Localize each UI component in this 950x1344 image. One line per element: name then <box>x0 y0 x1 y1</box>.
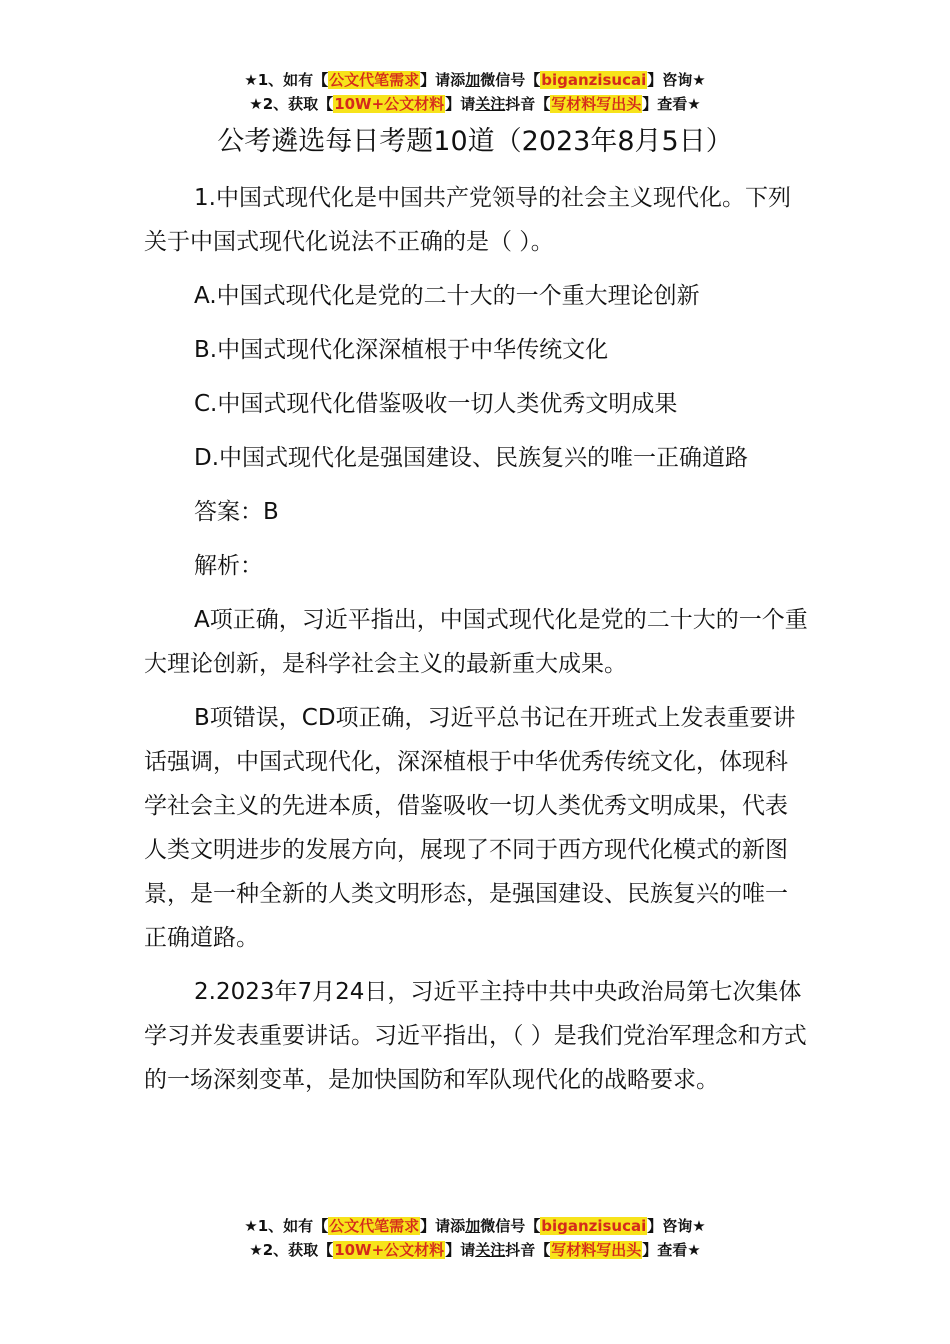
promo-underline: 加 <box>465 71 481 89</box>
promo-highlight: 公文代笔需求 <box>329 71 420 89</box>
promo-text: 抖音【 <box>505 95 551 113</box>
answer-line: 答案：B <box>194 499 279 525</box>
analysis-paragraph: A项正确，习近平指出，中国式现代化是党的二十大的一个重大理论创新，是科学社会主义的最新重大成果。 <box>144 607 808 677</box>
promo-text: 微信号【 <box>480 1217 541 1235</box>
promo-highlight: biganzisucai <box>541 1217 647 1235</box>
promo-underline: 关注 <box>475 95 506 113</box>
promo-text: 】请 <box>445 1241 476 1259</box>
promo-text: 】查看★ <box>642 1241 701 1259</box>
promo-highlight: 写材料写出头 <box>551 95 642 113</box>
question-1-stem: 1.中国式现代化是中国共产党领导的社会主义现代化。下列关于中国式现代化说法不正确的是（ ）。 <box>144 185 791 255</box>
analysis-heading: 解析： <box>194 553 263 579</box>
promo-text: 】咨询★ <box>647 1217 706 1235</box>
promo-text: ★1、如有【 <box>244 71 329 89</box>
promo-line-1 <box>0 68 950 92</box>
promo-text: 微信号【 <box>480 71 541 89</box>
question-2-stem: 2.2023年7月24日，习近平主持中共中央政治局第七次集体学习并发表重要讲话。习近平指出，（ ）是我们党治军理念和方式的一场深刻变革，是加快国防和军队现代化的战略要求。 <box>144 979 807 1093</box>
option-c: C.中国式现代化借鉴吸收一切人类优秀文明成果 <box>194 391 678 417</box>
promo-line-2 <box>0 1238 950 1262</box>
promo-text: 】请添 <box>420 71 466 89</box>
promo-text: 】咨询★ <box>647 71 706 89</box>
promo-text: ★2、获取【 <box>249 95 334 113</box>
promo-highlight: biganzisucai <box>541 71 647 89</box>
page-title: 公考遴选每日考题10道（2023年8月5日） <box>217 126 733 157</box>
promo-text: 】请添 <box>420 1217 466 1235</box>
promo-text: 抖音【 <box>505 1241 551 1259</box>
promo-underline: 关注 <box>475 1241 506 1259</box>
promo-line-2 <box>0 92 950 116</box>
promo-highlight: 10W+公文材料 <box>334 95 445 113</box>
promo-highlight: 写材料写出头 <box>551 1241 642 1259</box>
document-body <box>144 176 808 1112</box>
option-d: D.中国式现代化是强国建设、民族复兴的唯一正确道路 <box>194 445 749 471</box>
promo-highlight: 10W+公文材料 <box>334 1241 445 1259</box>
promo-highlight: 公文代笔需求 <box>329 1217 420 1235</box>
promo-banner-top <box>0 68 950 116</box>
promo-banner-bottom <box>0 1214 950 1262</box>
promo-underline: 加 <box>465 1217 481 1235</box>
option-a: A.中国式现代化是党的二十大的一个重大理论创新 <box>194 283 700 309</box>
option-b: B.中国式现代化深深植根于中华传统文化 <box>194 337 609 363</box>
promo-text: ★1、如有【 <box>244 1217 329 1235</box>
analysis-paragraph: B项错误，CD项正确，习近平总书记在开班式上发表重要讲话强调，中国式现代化，深深植根于中华优秀传统文化，体现科学社会主义的先进本质，借鉴吸收一切人类优秀文明成果，代表人类文明进步的发展方向，展现了不同于西方现代化模式的新图景，是一种全新的人类文明形态，是强国建设、民族复兴的唯一正确道路。 <box>144 705 796 951</box>
promo-text: 】请 <box>445 95 476 113</box>
promo-line-1 <box>0 1214 950 1238</box>
promo-text: 】查看★ <box>642 95 701 113</box>
promo-text: ★2、获取【 <box>249 1241 334 1259</box>
